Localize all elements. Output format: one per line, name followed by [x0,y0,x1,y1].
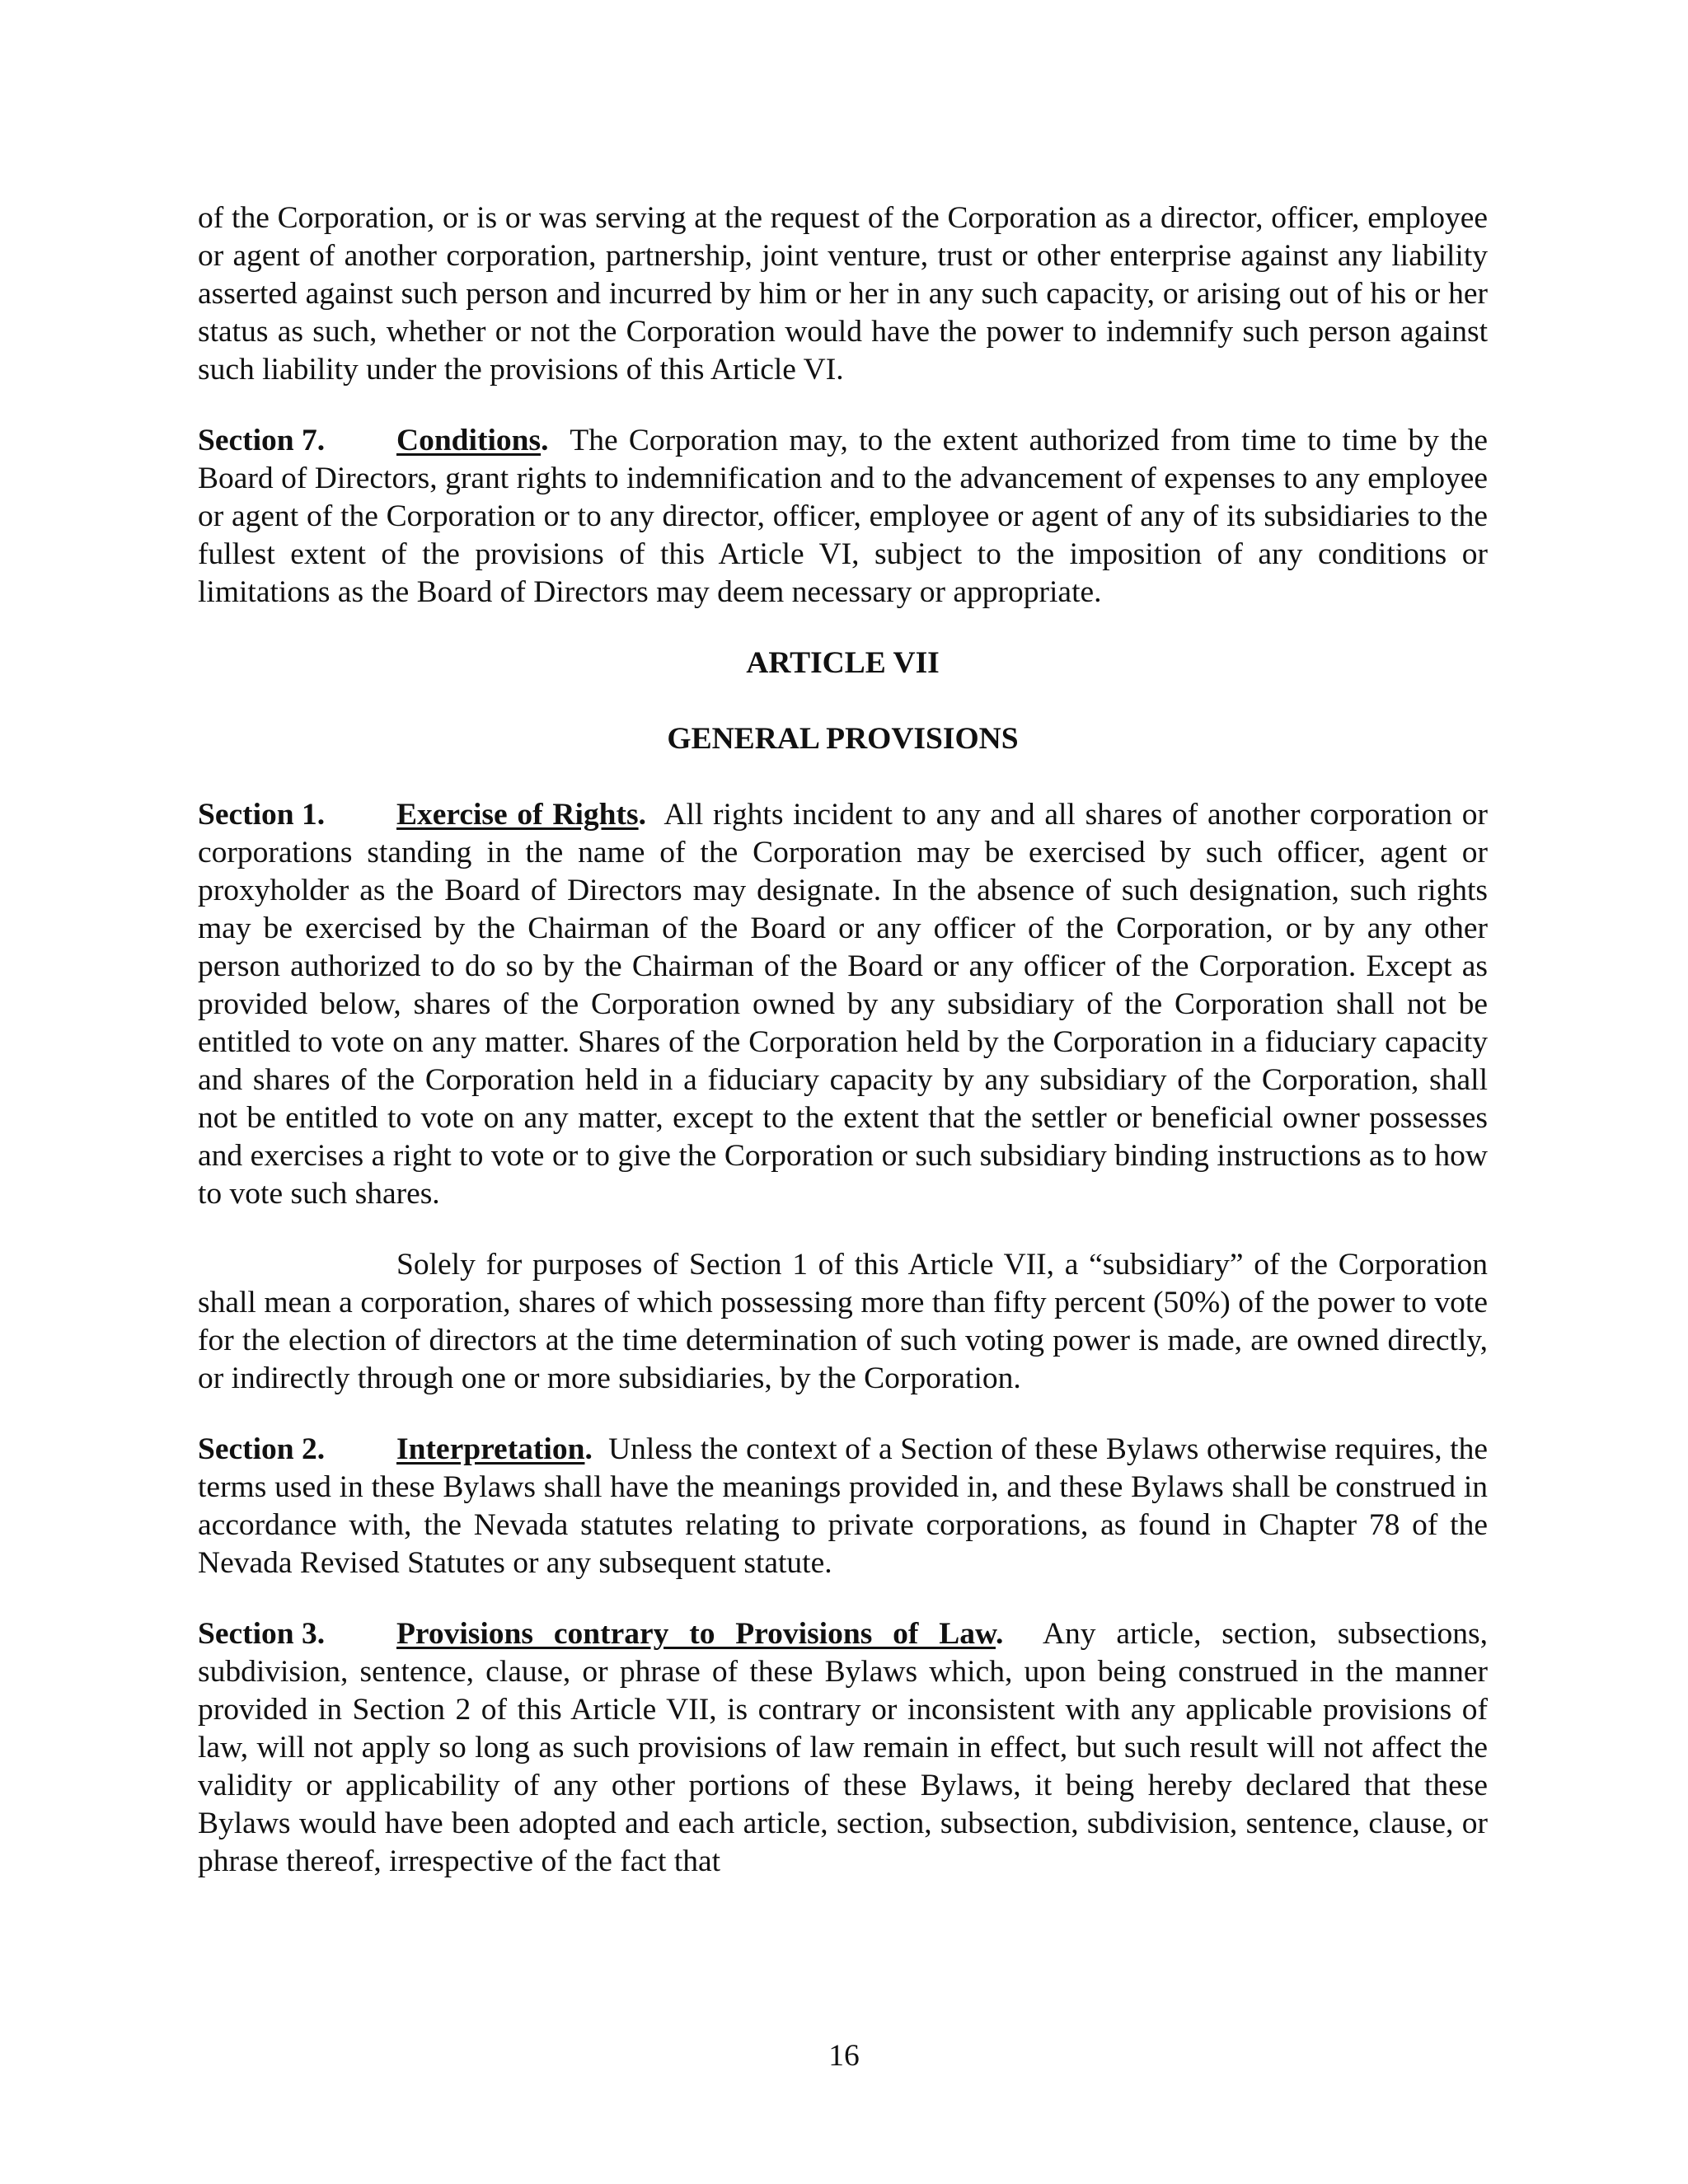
section-7-period: . [541,424,549,457]
section-7-title: Conditions [396,424,542,457]
section-2-paragraph [198,1431,1488,1582]
section-1-paragraph [198,796,1488,1213]
section-3-body: Any article, section, subsections, subdivision, sentence, clause, or phrase of these Bylaws which, upon being construed in the manner provided in Section 2 of this Article VII, is contrary or inconsistent with any applicable provisions of law, will not apply so long as such provisions of law remain in effect, but such result will not affect the validity or applicability of any other portions of these Bylaws, it being hereby declared that these Bylaws would have been adopted and each article, section, subsection, subdivision, sentence, clause, or phrase thereof, irrespective of the fact that [198,1617,1488,1878]
section-2-body: Unless the context of a Section of these Bylaws otherwise requires, the terms used in these Bylaws shall have the meanings provided in, and these Bylaws shall be construed in accordance with, the Nevada statutes relating to private corporations, as found in Chapter 78 of the Nevada Revised Statutes or any subsequent statute. [198,1432,1488,1580]
section-1-body: All rights incident to any and all shares of another corporation or corporations standing in the name of the Corporation may be exercised by such officer, agent or proxyholder as the Board of Directors may designate. In the absence of such designation, such rights may be exercised by the Chairman of the Board or any officer of the Corporation, or by any other person authorized to do so by the Chairman of the Board or any officer of the Corporation. Except as provided below, shares of the Corporation owned by any subsidiary of the Corporation shall not be entitled to vote on any matter. Shares of the Corporation held by the Corporation in a fiduciary capacity and shares of the Corporation held in a fiduciary capacity by any subsidiary of the Corporation, shall not be entitled to vote on any matter, except to the extent that the settler or beneficial owner possesses and exercises a right to vote or to give the Corporation or such subsidiary binding instructions as to how to vote such shares. [198,798,1488,1211]
page-body [198,199,1488,1881]
section-7-body: The Corporation may, to the extent authorized from time to time by the Board of Directors, grant rights to indemnification and to the advancement of expenses to any employee or agent of the Corporation or to any director, officer, employee or agent of any of its subsidiaries to the fullest extent of the provisions of this Article VI, subject to the imposition of any conditions or limitations as the Board of Directors may deem necessary or appropriate. [198,424,1488,609]
section-2-number: Section 2. [198,1432,326,1466]
article-subheading: GENERAL PROVISIONS [667,722,1019,756]
page-number: 16 [828,2039,860,2073]
section-3-number: Section 3. [198,1617,326,1651]
continuation-paragraph: of the Corporation, or is or was serving at the request of the Corporation as a director, officer, employee or agent of another corporation, partnership, joint venture, trust or other enterprise against any liability asserted against such person and incurred by him or her in any such capacity, or arising out of his or her status as such, whether or not the Corporation would have the power to indemnify such person against such liability under the provisions of this Article VI. [198,201,1488,387]
section-2-title: Interpretation [396,1432,585,1466]
section-7-paragraph [198,422,1488,612]
section-3-title: Provisions contrary to Provisions of Law [396,1617,996,1651]
section-7-number: Section 7. [198,424,326,457]
subsidiary-definition-paragraph: Solely for purposes of Section 1 of this Article VII, a “subsidiary” of the Corporation shall mean a corporation, shares of which possessing more than fifty percent (50%) of the power to vote for the election of directors at the time determination of such voting power is made, are owned directly, or indirectly through one or more subsidiaries, by the Corporation. [198,1248,1488,1395]
section-2-period: . [584,1432,593,1466]
article-heading: ARTICLE VII [746,646,940,680]
section-1-title: Exercise of Rights [396,798,639,832]
section-1-period: . [638,798,646,832]
section-1-number: Section 1. [198,798,326,832]
section-3-paragraph [198,1615,1488,1881]
section-3-period: . [995,1617,1004,1651]
